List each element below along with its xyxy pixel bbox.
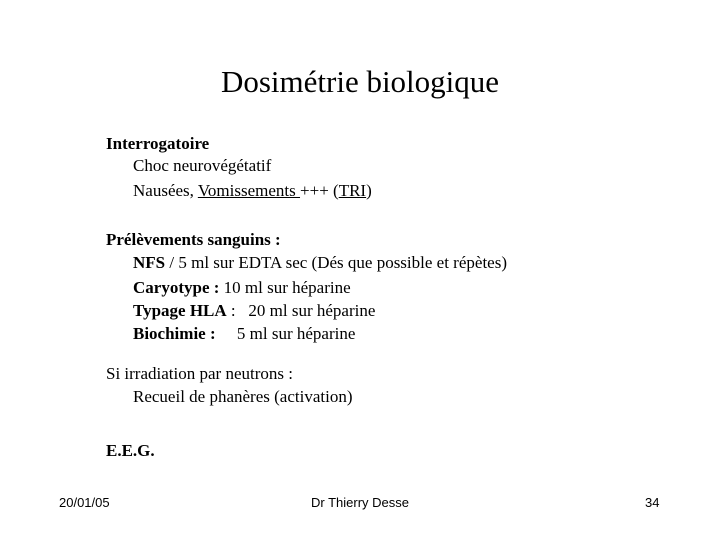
footer-date: 20/01/05: [59, 495, 110, 510]
prelevement-row-biochimie: [133, 323, 355, 345]
footer-page-number: 34: [645, 495, 660, 510]
paren-close: ): [366, 181, 372, 200]
vomissements-text: Vomissements: [197, 181, 301, 200]
interrogatoire-heading: Interrogatoire: [106, 134, 210, 153]
prelevement-label: Typage HLA: [133, 301, 227, 320]
prelevement-row-typage: [133, 300, 375, 322]
prelevement-row-nfs: [133, 252, 507, 274]
prelevement-label: Biochimie :: [133, 324, 216, 343]
prelevement-value: : 20 ml sur héparine: [226, 301, 376, 320]
interrogatoire-item-choc: Choc neurovégétatif: [133, 156, 272, 175]
slide-title: Dosimétrie biologique: [220, 64, 500, 99]
plus-text: +++: [300, 181, 329, 200]
prelevements-heading: Prélèvements sanguins :: [106, 230, 281, 249]
interrogatoire-item-nausees: [133, 180, 372, 202]
nausees-text: Nausées,: [133, 181, 198, 200]
eeg-heading: E.E.G.: [106, 441, 155, 460]
prelevement-label: Caryotype :: [133, 278, 220, 297]
prelevement-label: NFS: [133, 253, 166, 272]
irradiation-item: Recueil de phanères (activation): [133, 387, 353, 406]
tri-text: TRI: [338, 181, 367, 200]
prelevement-value: 5 ml sur héparine: [215, 324, 356, 343]
footer-author: Dr Thierry Desse: [310, 495, 409, 510]
prelevement-value: 10 ml sur héparine: [219, 278, 351, 297]
paren-open: (: [328, 181, 339, 200]
irradiation-heading: Si irradiation par neutrons :: [106, 364, 293, 383]
prelevement-value: / 5 ml sur EDTA sec (Dés que possible et répètes): [165, 253, 507, 272]
prelevement-row-caryotype: [133, 277, 351, 299]
